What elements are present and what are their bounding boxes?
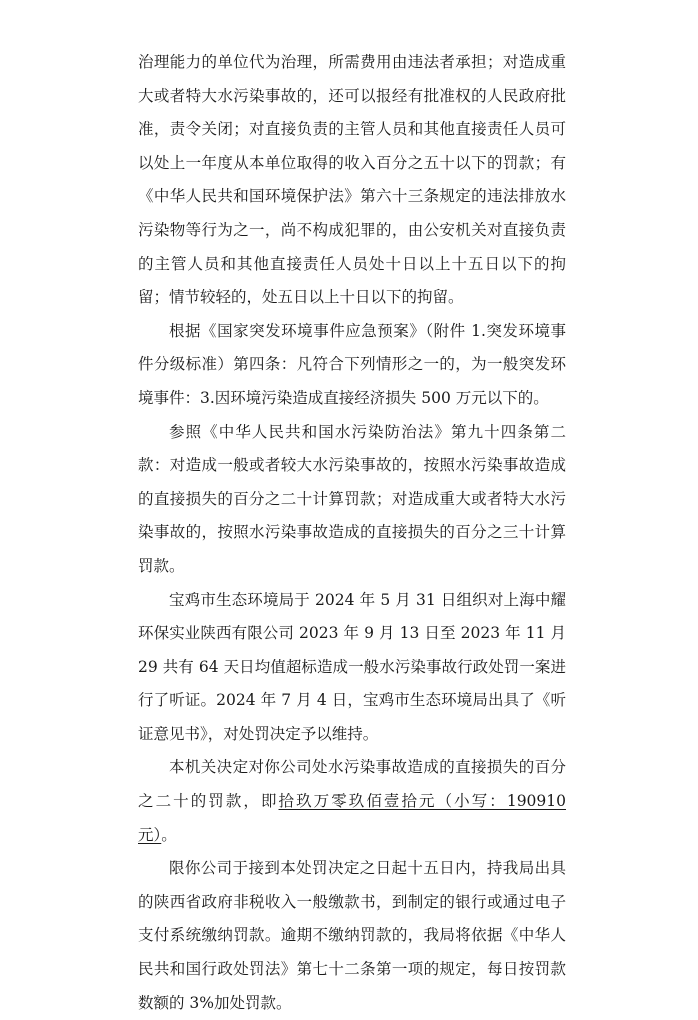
penalty-text-after: 。 [161, 825, 177, 844]
document-body [138, 46, 566, 1020]
paragraph-continuation: 治理能力的单位代为治理，所需费用由违法者承担；对造成重大或者特大水污染事故的，还可以报经有批准权的人民政府批准，责令关闭；对直接负责的主管人员和其他直接责任人员可以处上一年度从本单位取得的收入百分之五十以下的罚款；有《中华人民共和国环境保护法》第六十三条规定的违法排放水污染物等行为之一，尚不构成犯罪的，由公安机关对直接负责的主管人员和其他直接责任人员处十日以上十五日以下的拘留；情节较轻的，处五日以上十日以下的拘留。 [138, 53, 566, 307]
paragraph-penalty-decision [138, 751, 566, 852]
paragraph-water-pollution-law: 参照《中华人民共和国水污染防治法》第九十四条第二款：对造成一般或者较大水污染事故的，按照水污染事故造成的直接损失的百分之二十计算罚款；对造成重大或者特大水污染事故的，按照水污染事故造成的直接损失的百分之三十计算罚款。 [138, 422, 566, 575]
paragraph-emergency-plan: 根据《国家突发环境事件应急预案》（附件 1.突发环境事件分级标准）第四条：凡符合下列情形之一的，为一般突发环境事件：3.因环境污染造成直接经济损失 500 万元以下的。 [138, 321, 566, 407]
paragraph-hearing: 宝鸡市生态环境局于 2024 年 5 月 31 日组织对上海中耀环保实业陕西有限公司 2023 年 9 月 13 日至 2023 年 11 月 29 共有 64 天日均值超标造成一般水污染事故行政处罚一案进行了听证。2024 年 7 月 4 日，宝鸡市生态环境局出具了《听证意见书》，对处罚决定予以维持。 [138, 590, 566, 743]
penalty-text-before: 本机关决定对你公司处水污染事故造成的直接损失的百分之二十的罚款，即 [138, 758, 566, 811]
penalty-amount: 拾玖万零玖佰壹拾元（小写：190910 元） [138, 792, 566, 844]
paragraph-payment-deadline: 限你公司于接到本处罚决定之日起十五日内，持我局出具的陕西省政府非税收入一般缴款书，到制定的银行或通过电子支付系统缴纳罚款。逾期不缴纳罚款的，我局将依据《中华人民共和国行政处罚法》第七十二条第一项的规定，每日按罚款数额的 3%加处罚款。 [138, 859, 566, 1012]
